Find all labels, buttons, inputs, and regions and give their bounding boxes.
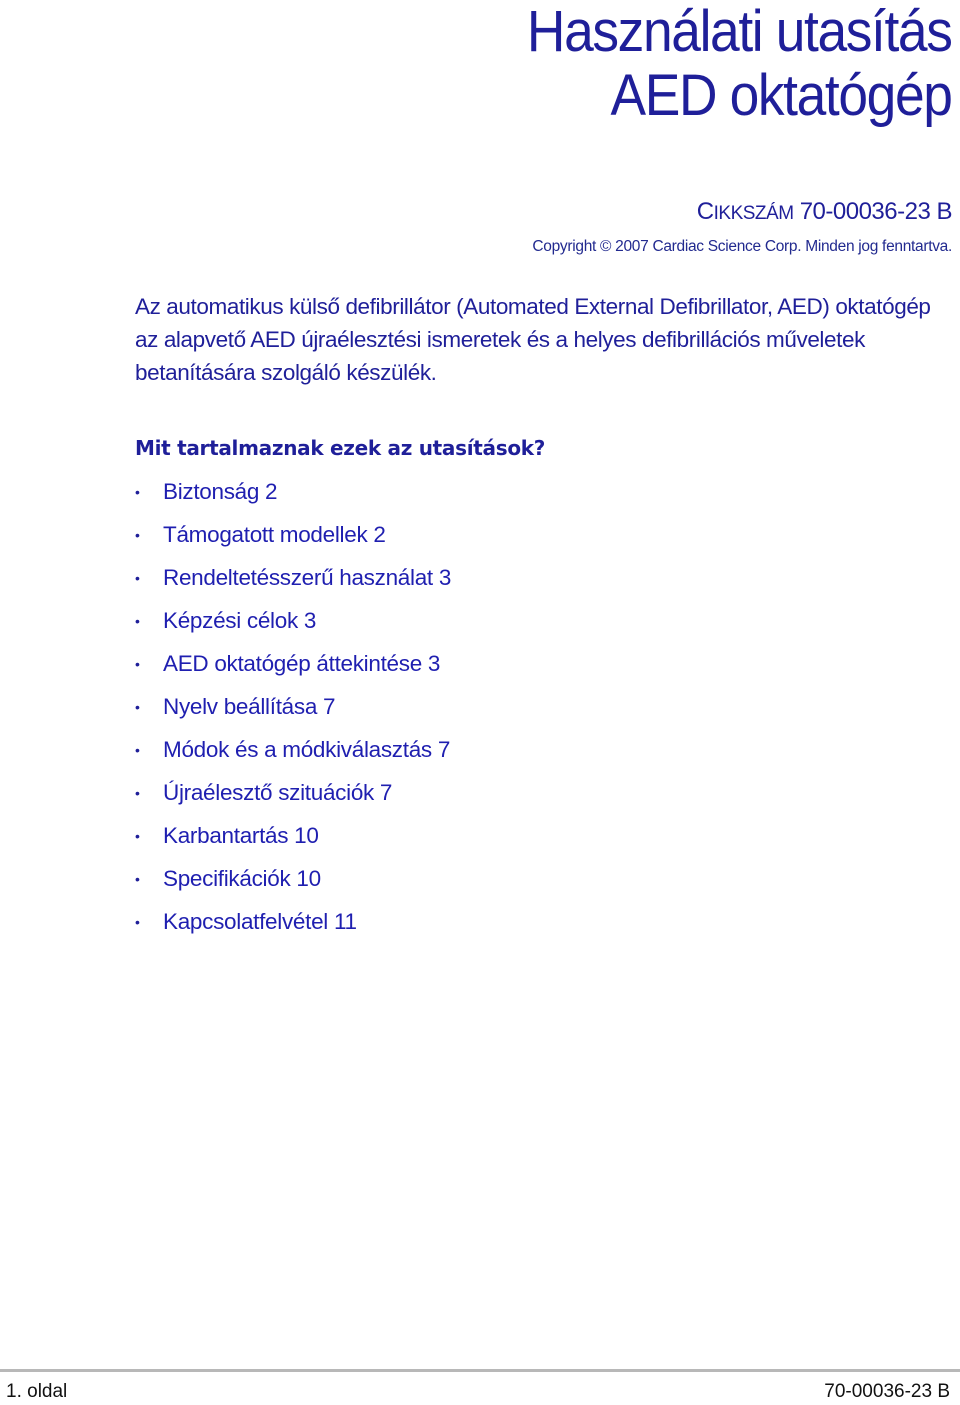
toc-item[interactable] [135, 513, 451, 556]
page-number: 1. oldal [6, 1381, 68, 1402]
toc-item-label: Újraélesztő szituációk 7 [163, 779, 393, 805]
bullet-icon: • [135, 784, 140, 801]
bullet-icon: • [135, 569, 140, 586]
bullet-icon: • [135, 870, 140, 887]
toc-item[interactable] [135, 556, 451, 599]
bullet-icon: • [135, 741, 140, 758]
toc-item[interactable] [135, 857, 451, 900]
toc-heading: Mit tartalmaznak ezek az utasítások? [135, 436, 546, 460]
title-line-1: Használati utasítás [527, 0, 952, 64]
bullet-icon: • [135, 612, 140, 629]
bullet-icon: • [135, 483, 140, 500]
toc-item-label: Specifikációk 10 [163, 865, 321, 891]
toc-item-label: Kapcsolatfelvétel 11 [163, 908, 357, 934]
toc-item[interactable] [135, 728, 451, 771]
part-number [697, 198, 952, 226]
toc-list [135, 470, 451, 943]
toc-item-label: Rendeltetésszerű használat 3 [163, 564, 452, 590]
toc-item[interactable] [135, 599, 451, 642]
toc-item[interactable] [135, 814, 451, 857]
intro-paragraph: Az automatikus külső defibrillátor (Automated External Defibrillator, AED) oktatógép az alapvető AED újraélesztési ismeretek és a helyes defibrillációs műveletek betanítására szolgáló készülék. [135, 294, 931, 385]
document-title [490, 0, 952, 128]
title-line-2: AED oktatógép [611, 63, 952, 128]
bullet-icon: • [135, 698, 140, 715]
footer-divider [0, 1369, 960, 1372]
toc-item-label: AED oktatógép áttekintése 3 [163, 650, 441, 676]
toc-item-label: Támogatott modellek 2 [163, 521, 386, 547]
toc-item[interactable] [135, 642, 451, 685]
bullet-icon: • [135, 913, 140, 930]
bullet-icon: • [135, 827, 140, 844]
bullet-icon: • [135, 526, 140, 543]
part-number-value: 70-00036-23 B [799, 198, 952, 225]
toc-item-label: Karbantartás 10 [163, 822, 319, 848]
toc-item[interactable] [135, 470, 451, 513]
footer-doc-number: 70-00036-23 B [824, 1381, 950, 1402]
toc-item[interactable] [135, 900, 451, 943]
toc-item-label: Módok és a módkiválasztás 7 [163, 736, 451, 762]
toc-item[interactable] [135, 771, 451, 814]
toc-item-label: Nyelv beállítása 7 [163, 693, 336, 719]
part-number-label: IKKSZÁM [713, 203, 794, 224]
copyright-notice: Copyright © 2007 Cardiac Science Corp. Minden jog fenntartva. [532, 238, 952, 255]
toc-item-label: Képzési célok 3 [163, 607, 317, 633]
toc-item-label: Biztonság 2 [163, 478, 278, 504]
part-number-initial: C [696, 198, 714, 225]
bullet-icon: • [135, 655, 140, 672]
toc-item[interactable] [135, 685, 451, 728]
